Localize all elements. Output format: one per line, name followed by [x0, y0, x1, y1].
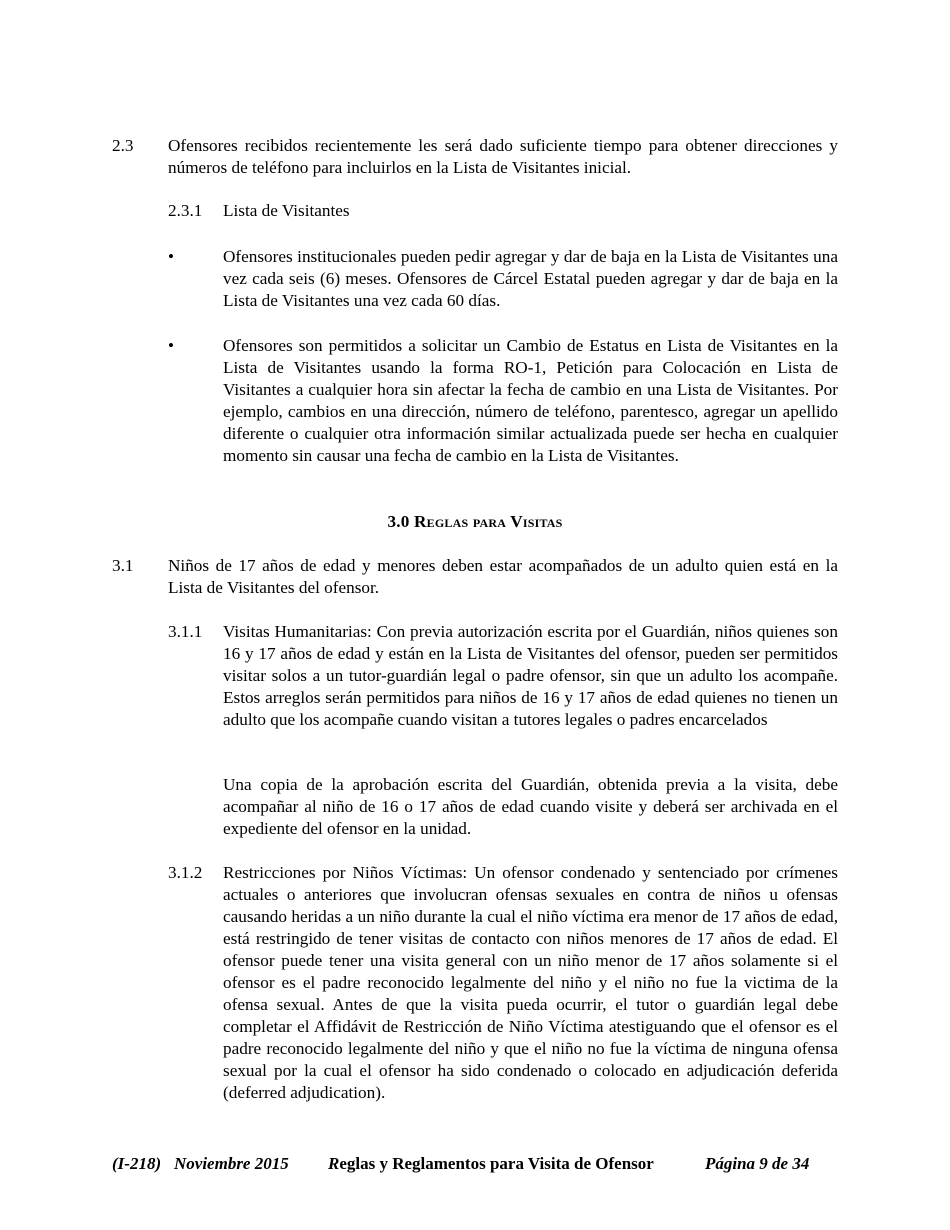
section-number-2-3: 2.3	[112, 136, 134, 155]
subsection-number-2-3-1: 2.3.1	[168, 201, 203, 220]
subsection-number-3-1-2: 3.1.2	[168, 863, 203, 882]
subsection-3-1-1-text: Visitas Humanitarias: Con previa autorización escrita por el Guardián, niños quienes son 16 y 17 años de edad y están en la Lista de Visitantes del ofensor, pueden ser permitidos visitar solos a un tutor-guardián legal o padre ofensor, sin que un adulto los acompañe. Estos arreglos serán permitidos para niños de 16 y 17 años de edad quienes no tienen un adulto que los acompañe cuando visitan a tutores legales o padres encarcelados	[223, 622, 838, 729]
footer-page-number: Página 9 de 34	[705, 1154, 810, 1173]
section-heading-3-0: 3.0 Reglas para Visitas	[387, 512, 563, 531]
subsection-number-3-1-1: 3.1.1	[168, 622, 203, 641]
section-3-1-text: Niños de 17 años de edad y menores deben estar acompañados de un adulto quien está en la Lista de Visitantes del ofensor.	[168, 556, 838, 597]
bullet-icon: •	[168, 247, 174, 266]
bullet-icon: •	[168, 336, 174, 355]
subsection-3-1-2-text: Restricciones por Niños Víctimas: Un ofensor condenado y sentenciado por crímenes actuales o anteriores que involucran ofensas sexuales en contra de niños u ofensas causando heridas a un niño durante la cual el niño víctima era menor de 17 años de edad, está restringido de tener visitas de contacto con niños menores de 17 años de edad. El ofensor puede tener una visita general con un niño menor de 17 años solamente si el ofensor es el padre reconocido legalmente del niño y el niño no fue la victima de la ofensa sexual. Antes de que la visita pueda ocurrir, el tutor o guardián legal debe completar el Affidávit de Restricción de Niño Víctima atestiguando que el ofensor es el padre reconocido legalmente del niño y que el niño no fue la víctima de ninguna ofensa sexual por la cual el ofensor ha sido condenado o colocado en adjudicación deferida (deferred adjudication).	[223, 863, 838, 1102]
subsection-3-1-1-text-continued: Una copia de la aprobación escrita del Guardián, obtenida previa a la visita, debe acompañar al niño de 16 o 17 años de edad cuando visite y deberá ser archivada en el expediente del ofensor en la unidad.	[223, 775, 838, 838]
subsection-2-3-1-title: Lista de Visitantes	[223, 201, 350, 220]
bullet-item-1: Ofensores institucionales pueden pedir agregar y dar de baja en la Lista de Visitantes una vez cada seis (6) meses. Ofensores de Cárcel Estatal pueden agregar y dar de baja en la Lista de Visitantes una vez cada 60 días.	[223, 247, 838, 310]
footer-title-rest: eglas y Reglamentos para Visita de Ofensor	[339, 1154, 654, 1173]
footer-title	[328, 1153, 654, 1175]
footer-date: Noviembre 2015	[174, 1154, 289, 1173]
page-footer	[0, 1153, 950, 1177]
bullet-item-2: Ofensores son permitidos a solicitar un Cambio de Estatus en Lista de Visitantes en la Lista de Visitantes usando la forma RO-1, Petición para Colocación en Lista de Visitantes a cualquier hora sin afectar la fecha de cambio en una Lista de Visitantes. Por ejemplo, cambios en una dirección, número de teléfono, parentesco, agregar un apellido diferente o cualquier otra información similar actualizada puede ser hecha en cualquier momento sin causar una fecha de cambio en la Lista de Visitantes.	[223, 336, 838, 465]
section-2-3-text: Ofensores recibidos recientemente les será dado suficiente tiempo para obtener direcciones y números de teléfono para incluirlos en la Lista de Visitantes inicial.	[168, 136, 838, 177]
section-number-3-1: 3.1	[112, 556, 134, 575]
footer-form-id: (I-218)	[112, 1154, 162, 1173]
footer-title-initial: R	[328, 1154, 340, 1173]
